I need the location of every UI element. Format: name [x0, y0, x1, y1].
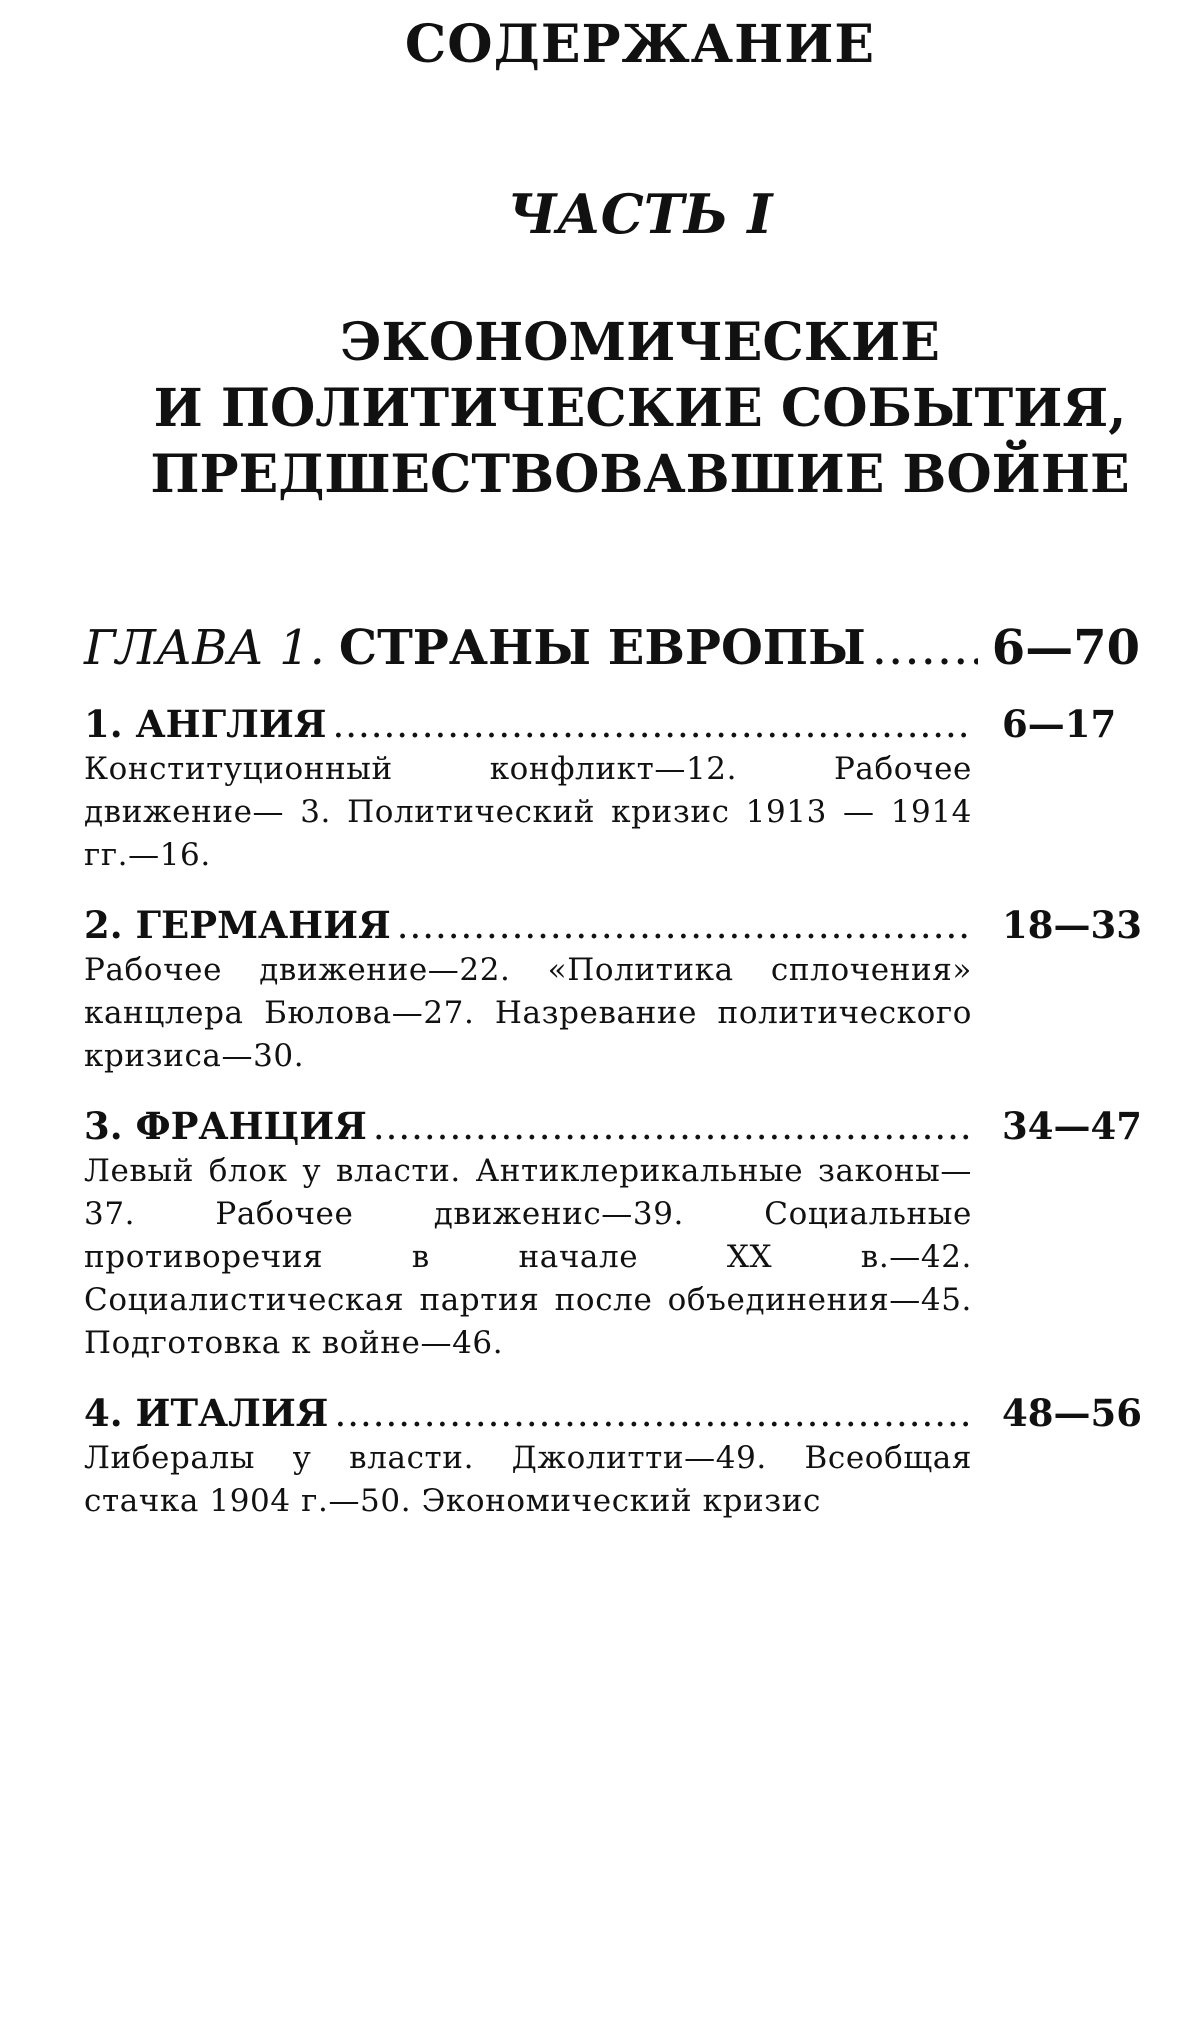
dot-leader: [872, 620, 978, 676]
section-description: Либералы у власти. Джолитти—49. Всеобщая стачка 1904 г.—50. Экономический кризис: [84, 1440, 972, 1519]
dot-leader: [373, 1105, 974, 1148]
section-pages: 34—47: [1002, 1104, 1142, 1148]
section-title: 2. ГЕРМАНИЯ: [84, 903, 391, 947]
section-entry: [84, 903, 1140, 947]
page-title: СОДЕРЖАНИЕ: [404, 14, 876, 75]
dot-leader: [397, 904, 974, 947]
section-entry: [84, 1104, 1140, 1148]
part-heading-line: И ПОЛИТИЧЕСКИЕ СОБЫТИЯ,: [153, 378, 1127, 439]
table-of-contents: [84, 620, 1140, 1549]
dot-leader: [334, 1392, 974, 1435]
part-heading-line: ПРЕДШЕСТВОВАВШИЕ ВОЙНЕ: [150, 444, 1130, 505]
section-pages: 18—33: [1002, 903, 1142, 947]
part-heading: [150, 310, 1130, 508]
section-title: 4. ИТАЛИЯ: [84, 1391, 329, 1435]
part-heading-line: ЭКОНОМИЧЕСКИЕ: [340, 312, 940, 373]
section-entry: [84, 1391, 1140, 1435]
chapter-label: ГЛАВА 1.: [84, 620, 325, 676]
section-description: Рабочее движение—22. «Политика сплочения» канцлера Бюлова—27. Назревание политического кризиса—30.: [84, 952, 972, 1074]
chapter-entry: [84, 620, 1140, 676]
chapter-title: СТРАНЫ ЕВРОПЫ: [338, 620, 866, 676]
section-description: Левый блок у власти. Антиклерикальные законы—37. Рабочее движенис—39. Социальные противоречия в начале XX в.—42. Социалистическая партия после объединения—45. Подготовка к войне—46.: [84, 1153, 972, 1361]
part-label: ЧАСТЬ I: [507, 182, 773, 246]
chapter-pages: 6—70: [991, 620, 1140, 676]
section-title: 3. ФРАНЦИЯ: [84, 1104, 367, 1148]
section-pages: 48—56: [1002, 1391, 1142, 1435]
dot-leader: [332, 703, 974, 746]
section-description: Конституционный конфликт—12. Рабочее движение— 3. Политический кризис 1913 — 1914 гг.—16.: [84, 751, 972, 873]
section-title: 1. АНГЛИЯ: [84, 702, 327, 746]
section-entry: [84, 702, 1140, 746]
section-pages: 6—17: [1002, 702, 1117, 746]
